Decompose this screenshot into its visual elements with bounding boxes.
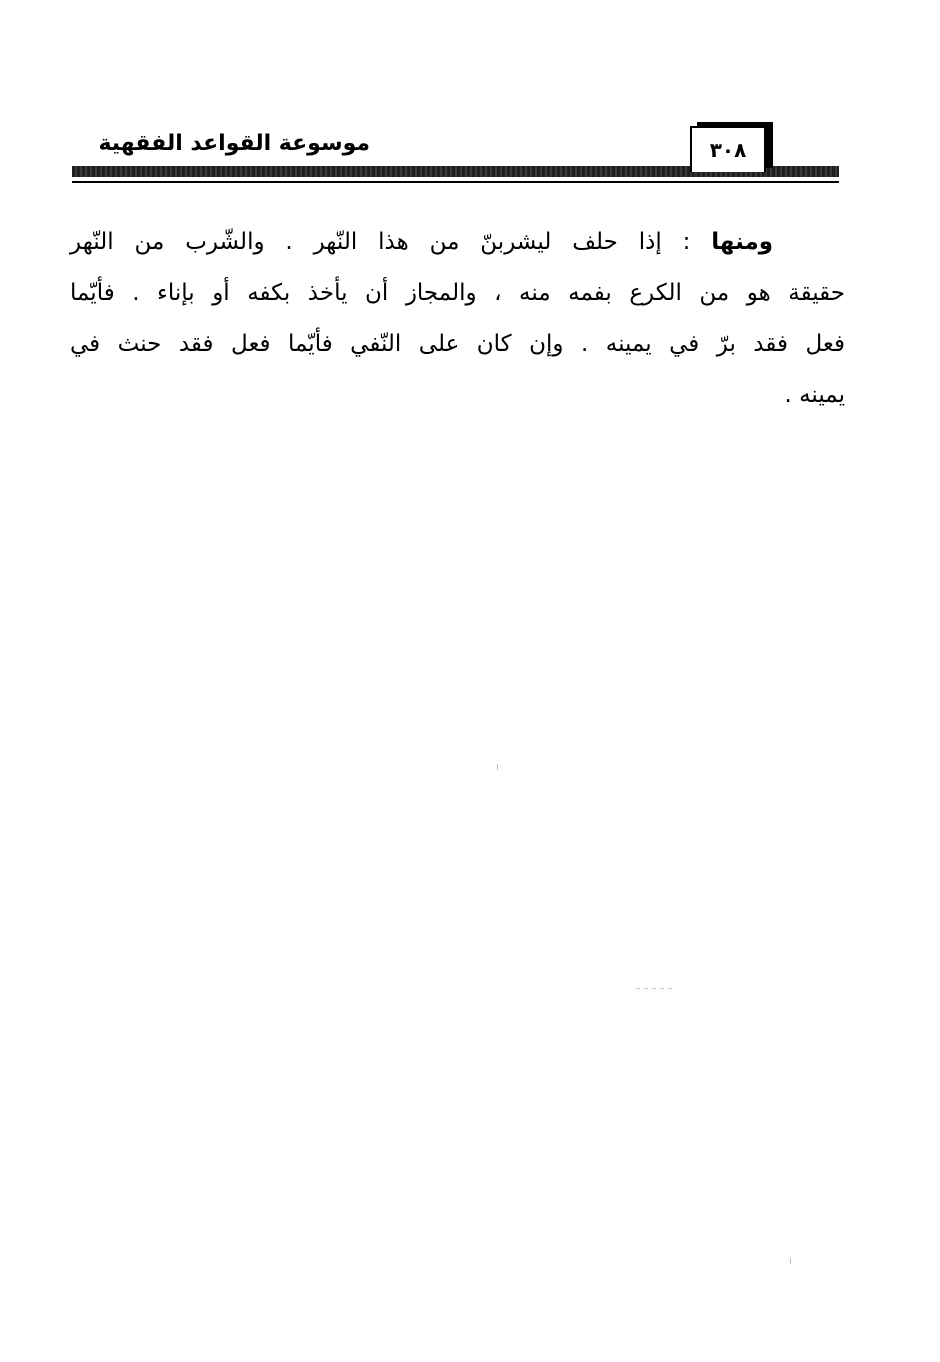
section-keyword: ومنها (711, 229, 773, 255)
body-paragraph (70, 217, 845, 421)
page-number-box (690, 126, 766, 172)
header-rule-thin (72, 181, 839, 183)
scan-speck (636, 988, 676, 989)
body-line-4: يمينه . (784, 382, 845, 408)
running-title: موسوعة القواعد الفقهية (98, 131, 370, 156)
page-number: ٣٠٨ (709, 138, 747, 162)
scan-speck (790, 1258, 791, 1264)
scan-speck (497, 764, 498, 770)
body-line-1-text: : إذا حلف ليشربنّ من هذا النّهر . والشّرب من النّهر (70, 229, 691, 255)
body-line-3: فعل فقد برّ في يمينه . وإن كان على النّفي فأيّما فعل فقد حنث في (70, 331, 845, 357)
body-line-1 (70, 217, 845, 268)
body-line-2: حقيقة هو من الكرع بفمه منه ، والمجاز أن يأخذ بكفه أو بإناء . فأيّما (70, 280, 845, 306)
